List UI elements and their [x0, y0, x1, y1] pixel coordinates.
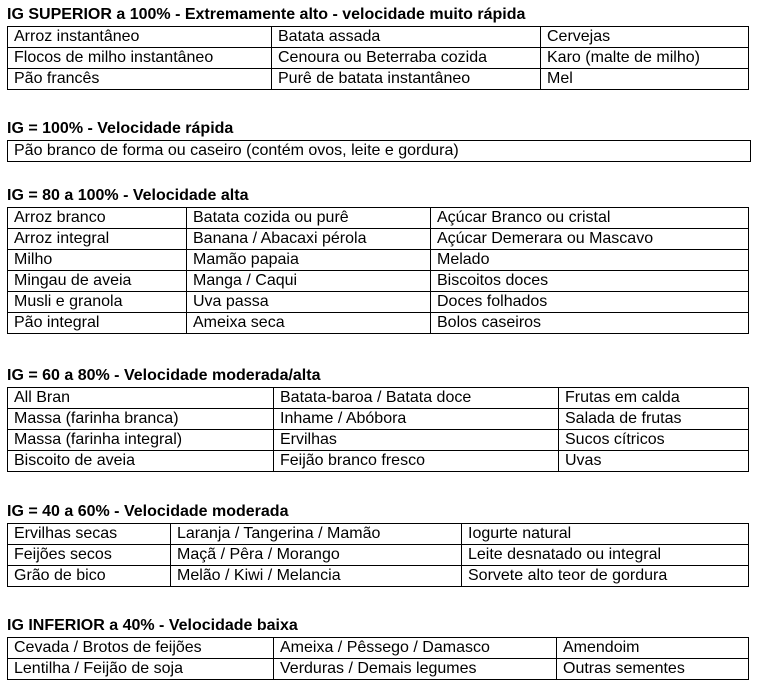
food-table [7, 523, 749, 587]
table-row [8, 313, 749, 334]
food-table [7, 140, 751, 162]
table-cell: Doces folhados [431, 292, 749, 313]
table-cell: Massa (farinha branca) [8, 409, 274, 430]
table-cell: Arroz branco [8, 208, 187, 229]
food-table [7, 207, 749, 334]
table-row [8, 229, 749, 250]
table-cell: Ameixa / Pêssego / Damasco [274, 638, 557, 659]
table-row [8, 430, 749, 451]
table-cell: Leite desnatado ou integral [462, 545, 749, 566]
table-cell: Sorvete alto teor de gordura [462, 566, 749, 587]
section-title: IG SUPERIOR a 100% - Extremamente alto - velocidade muito rápida [7, 6, 526, 23]
table-cell: Melado [431, 250, 749, 271]
section-ig-100 [7, 119, 751, 162]
table-cell: Purê de batata instantâneo [272, 69, 541, 90]
table-cell: Manga / Caqui [187, 271, 431, 292]
table-cell: Cevada / Brotos de feijões [8, 638, 274, 659]
table-cell: Arroz integral [8, 229, 187, 250]
table-cell: Musli e granola [8, 292, 187, 313]
table-row [8, 388, 749, 409]
table-cell: Laranja / Tangerina / Mamão [171, 524, 462, 545]
food-table [7, 637, 749, 680]
table-cell: Flocos de milho instantâneo [8, 48, 272, 69]
table-cell: Maçã / Pêra / Morango [171, 545, 462, 566]
table-cell: Açúcar Demerara ou Mascavo [431, 229, 749, 250]
table-cell: Verduras / Demais legumes [274, 659, 557, 680]
table-cell: Sucos cítricos [559, 430, 749, 451]
table-row [8, 545, 749, 566]
table-cell: Mel [541, 69, 749, 90]
section-title: IG = 80 a 100% - Velocidade alta [7, 187, 249, 204]
table-cell: Feijões secos [8, 545, 171, 566]
section-title: IG = 100% - Velocidade rápida [7, 120, 234, 137]
table-cell: Salada de frutas [559, 409, 749, 430]
table-row [8, 48, 749, 69]
table-cell: Biscoito de aveia [8, 451, 274, 472]
table-cell: All Bran [8, 388, 274, 409]
table-cell: Lentilha / Feijão de soja [8, 659, 274, 680]
table-row [8, 141, 751, 162]
table-cell: Feijão branco fresco [274, 451, 559, 472]
table-cell: Mamão papaia [187, 250, 431, 271]
table-cell: Pão integral [8, 313, 187, 334]
table-row [8, 659, 749, 680]
table-cell: Batata cozida ou purê [187, 208, 431, 229]
table-cell: Biscoitos doces [431, 271, 749, 292]
table-cell: Grão de bico [8, 566, 171, 587]
table-cell: Melão / Kiwi / Melancia [171, 566, 462, 587]
section-ig-superior-100 [7, 5, 749, 90]
section-title: IG = 40 a 60% - Velocidade moderada [7, 503, 289, 520]
table-row [8, 69, 749, 90]
table-row [8, 451, 749, 472]
table-cell: Uvas [559, 451, 749, 472]
table-cell: Açúcar Branco ou cristal [431, 208, 749, 229]
table-row [8, 524, 749, 545]
table-row [8, 409, 749, 430]
section-ig-60-80 [7, 366, 749, 472]
table-row [8, 292, 749, 313]
table-cell: Inhame / Abóbora [274, 409, 559, 430]
table-cell: Cenoura ou Beterraba cozida [272, 48, 541, 69]
table-cell: Ervilhas [274, 430, 559, 451]
table-cell: Massa (farinha integral) [8, 430, 274, 451]
section-ig-40-60 [7, 502, 749, 587]
table-cell: Karo (malte de milho) [541, 48, 749, 69]
section-ig-inferior-40 [7, 616, 749, 680]
table-cell: Mingau de aveia [8, 271, 187, 292]
table-row [8, 250, 749, 271]
table-row [8, 208, 749, 229]
table-row [8, 566, 749, 587]
table-cell: Banana / Abacaxi pérola [187, 229, 431, 250]
table-cell: Pão branco de forma ou caseiro (contém ovos, leite e gordura) [8, 141, 751, 162]
table-cell: Ameixa seca [187, 313, 431, 334]
table-cell: Pão francês [8, 69, 272, 90]
table-cell: Milho [8, 250, 187, 271]
section-title: IG INFERIOR a 40% - Velocidade baixa [7, 617, 298, 634]
table-row [8, 271, 749, 292]
food-table [7, 26, 749, 90]
section-ig-80-100 [7, 186, 749, 334]
table-cell: Amendoim [557, 638, 749, 659]
section-title: IG = 60 a 80% - Velocidade moderada/alta [7, 367, 321, 384]
table-cell: Outras sementes [557, 659, 749, 680]
table-cell: Uva passa [187, 292, 431, 313]
food-table [7, 387, 749, 472]
table-cell: Arroz instantâneo [8, 27, 272, 48]
table-cell: Frutas em calda [559, 388, 749, 409]
table-cell: Ervilhas secas [8, 524, 171, 545]
table-row [8, 638, 749, 659]
table-cell: Iogurte natural [462, 524, 749, 545]
table-cell: Batata-baroa / Batata doce [274, 388, 559, 409]
table-cell: Batata assada [272, 27, 541, 48]
table-cell: Cervejas [541, 27, 749, 48]
table-cell: Bolos caseiros [431, 313, 749, 334]
table-row [8, 27, 749, 48]
